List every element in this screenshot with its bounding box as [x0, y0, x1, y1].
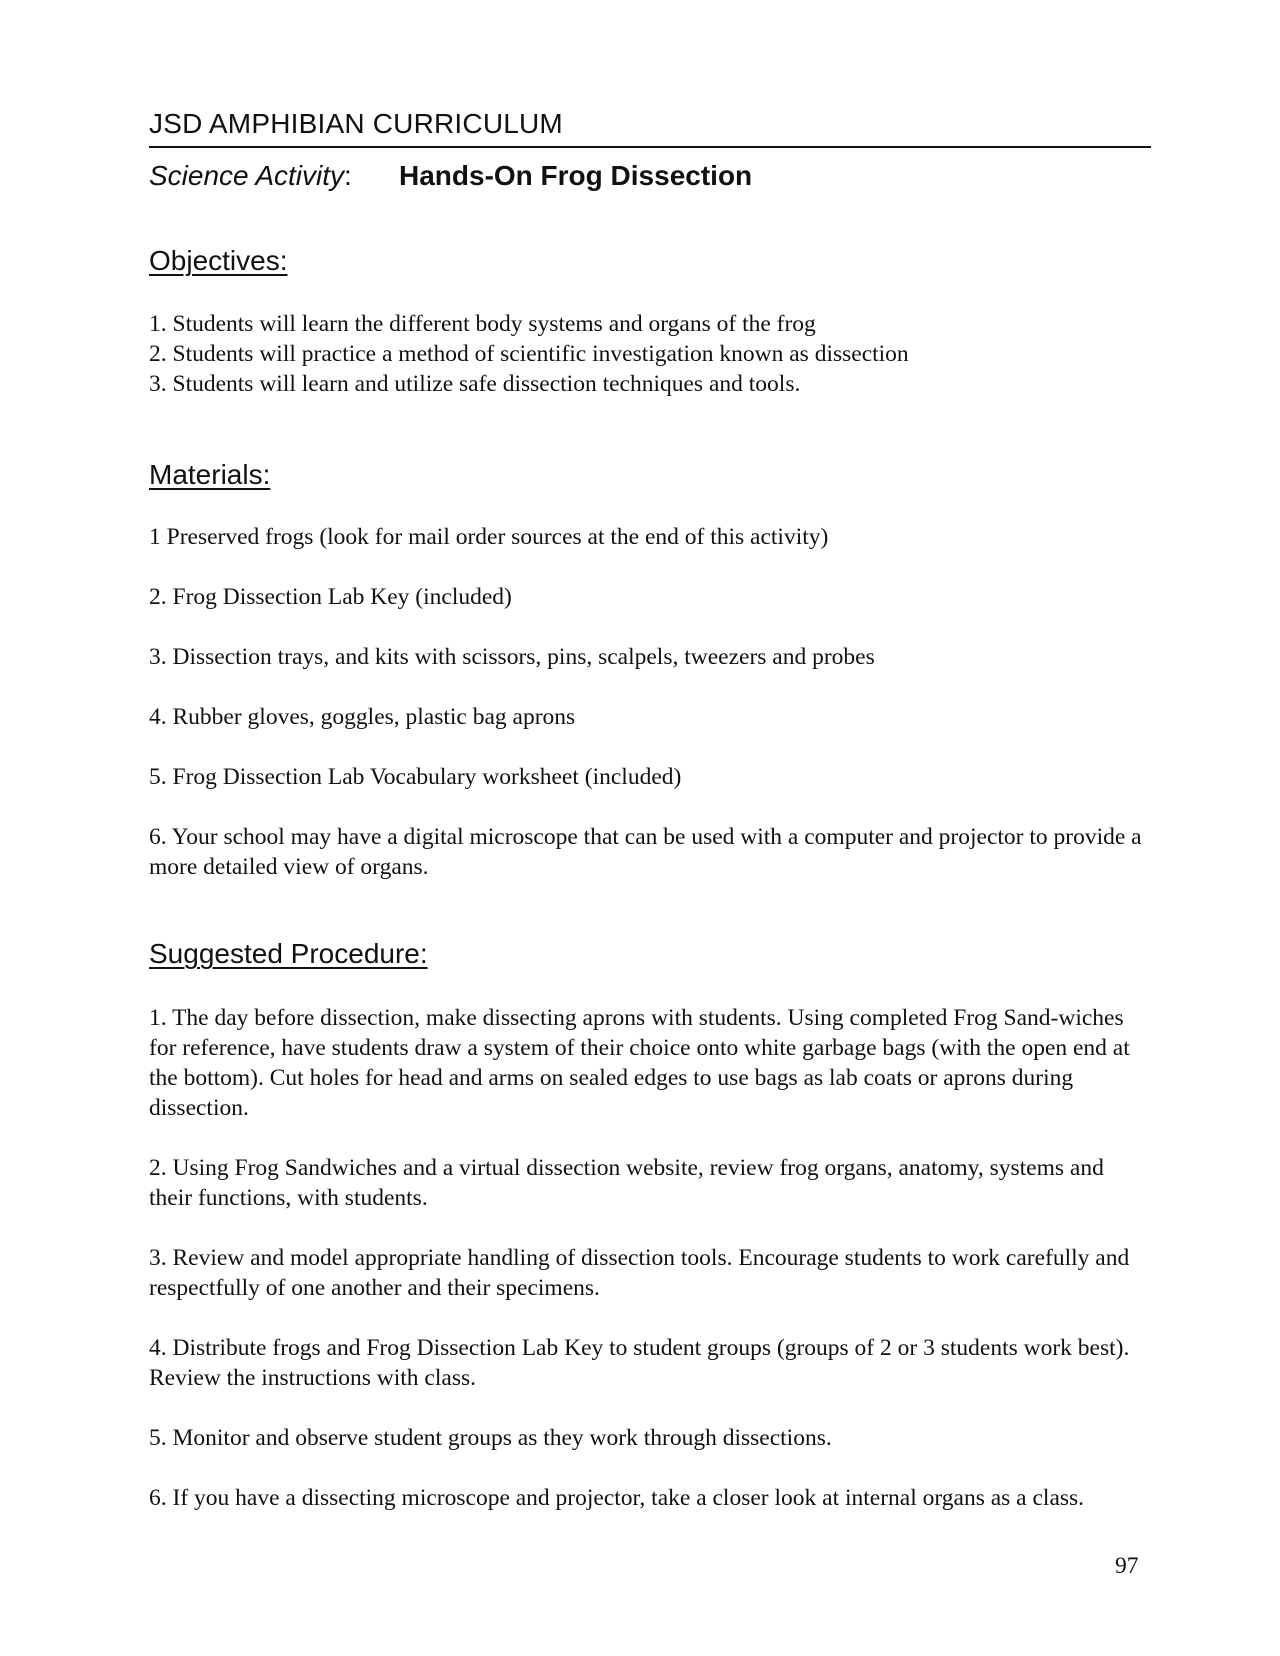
- objectives-list: [149, 309, 1151, 399]
- material-item: 6. Your school may have a digital microscope that can be used with a computer and projector to provide a more detailed view of organs.: [149, 824, 1142, 880]
- objectives-heading: Objectives:: [149, 245, 288, 276]
- procedure-heading: Suggested Procedure:: [149, 938, 428, 969]
- objective-item: 1. Students will learn the different body systems and organs of the frog: [149, 311, 816, 337]
- activity-label: Science Activity: [149, 160, 345, 191]
- procedure-step: 2. Using Frog Sandwiches and a virtual dissection website, review frog organs, anatomy, systems and their functions, with students.: [149, 1155, 1104, 1211]
- materials-section: [149, 522, 1151, 882]
- activity-colon: :: [344, 160, 352, 191]
- header-divider: [149, 146, 1151, 148]
- material-item: 5. Frog Dissection Lab Vocabulary worksheet (included): [149, 764, 682, 790]
- objectives-section: [149, 309, 1151, 399]
- material-item: 2. Frog Dissection Lab Key (included): [149, 584, 512, 610]
- procedure-list: [149, 1003, 1151, 1513]
- curriculum-title: JSD AMPHIBIAN CURRICULUM: [149, 108, 563, 139]
- materials-heading: Materials:: [149, 459, 271, 490]
- material-item: 3. Dissection trays, and kits with scissors, pins, scalpels, tweezers and probes: [149, 644, 875, 670]
- procedure-step: 5. Monitor and observe student groups as they work through dissections.: [149, 1425, 832, 1451]
- activity-line: [149, 160, 753, 192]
- document-page: [149, 0, 1149, 1656]
- materials-list: [149, 522, 1151, 882]
- material-item: 1 Preserved frogs (look for mail order sources at the end of this activity): [149, 524, 829, 550]
- activity-name: Hands-On Frog Dissection: [399, 160, 753, 191]
- material-item: 4. Rubber gloves, goggles, plastic bag aprons: [149, 704, 576, 730]
- objective-item: 3. Students will learn and utilize safe dissection techniques and tools.: [149, 371, 801, 397]
- procedure-step: 3. Review and model appropriate handling of dissection tools. Encourage students to work carefully and respectfully of one another and their specimens.: [149, 1245, 1130, 1301]
- procedure-section: [149, 1003, 1151, 1513]
- procedure-step: 1. The day before dissection, make dissecting aprons with students. Using completed Frog Sand-wiches for reference, have students draw a system of their choice onto white garbage bags (with the open end at the bottom). Cut holes for head and arms on sealed edges to use bags as lab coats or aprons during dissection.: [149, 1005, 1130, 1121]
- procedure-step: 4. Distribute frogs and Frog Dissection Lab Key to student groups (groups of 2 or 3 students work best). Review the instructions with class.: [149, 1335, 1130, 1391]
- page-number: 97: [1115, 1553, 1139, 1579]
- objective-item: 2. Students will practice a method of scientific investigation known as dissection: [149, 341, 909, 367]
- procedure-step: 6. If you have a dissecting microscope and projector, take a closer look at internal organs as a class.: [149, 1485, 1085, 1511]
